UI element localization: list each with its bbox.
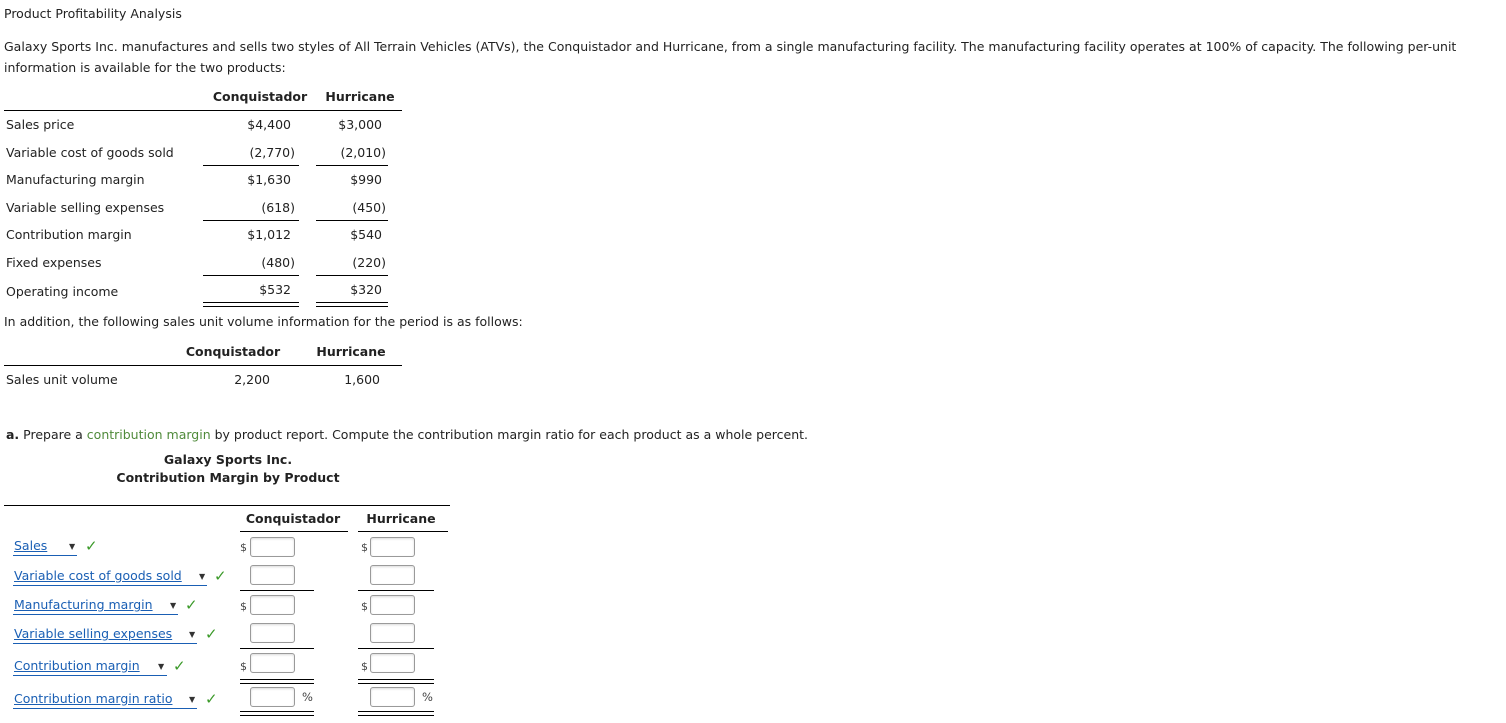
- table1-row-label: Variable selling expenses: [6, 200, 165, 215]
- subtotal-rule: [316, 165, 388, 166]
- table1-cell-hurricane: $540: [350, 227, 382, 242]
- caret-down-icon[interactable]: ▼: [158, 662, 165, 671]
- check-mark-icon: ✓: [205, 625, 218, 643]
- table1-cell-conquistador: $4,400: [247, 117, 291, 132]
- table2-row-label: Sales unit volume: [6, 372, 118, 387]
- subtotal-rule: [203, 275, 299, 276]
- caret-down-icon[interactable]: ▼: [199, 572, 206, 581]
- table1-col-hurricane: Hurricane: [325, 89, 395, 104]
- subtotal-rule: [240, 648, 314, 649]
- row-label-select-variable-cogs[interactable]: Variable cost of goods sold: [14, 568, 182, 583]
- table1-cell-conquistador: (480): [261, 255, 295, 270]
- report-header-rule: [240, 531, 348, 532]
- contribution-margin-input-hurricane[interactable]: [370, 653, 415, 673]
- table1-row-label: Sales price: [6, 117, 75, 132]
- report-company: Galaxy Sports Inc.: [163, 452, 293, 467]
- variable-selling-input-hurricane[interactable]: [370, 623, 415, 643]
- dollar-sign: $: [240, 541, 247, 554]
- report-col-conquistador: Conquistador: [245, 511, 341, 526]
- select-underline: [13, 643, 197, 644]
- table2-cell-conquistador: 2,200: [234, 372, 270, 387]
- subtotal-rule: [203, 165, 299, 166]
- report-heading: Contribution Margin by Product: [116, 470, 340, 485]
- sales-input-conquistador[interactable]: [250, 537, 295, 557]
- table1-cell-hurricane: (450): [352, 200, 386, 215]
- report-col-hurricane: Hurricane: [366, 511, 436, 526]
- table2-cell-hurricane: 1,600: [344, 372, 380, 387]
- total-double-rule: [203, 302, 299, 307]
- question-text: [6, 427, 808, 442]
- check-mark-icon: ✓: [185, 596, 198, 614]
- table1-cell-hurricane: (2,010): [340, 145, 386, 160]
- page-title: Product Profitability Analysis: [4, 6, 182, 21]
- select-underline: [13, 675, 167, 676]
- table1-row-label: Fixed expenses: [6, 255, 102, 270]
- check-mark-icon: ✓: [85, 537, 98, 555]
- caret-down-icon[interactable]: ▼: [189, 630, 196, 639]
- manufacturing-margin-input-hurricane[interactable]: [370, 595, 415, 615]
- subtotal-rule: [240, 590, 314, 591]
- table1-cell-hurricane: $990: [350, 172, 382, 187]
- sales-input-hurricane[interactable]: [370, 537, 415, 557]
- select-underline: [13, 585, 207, 586]
- select-underline: [13, 614, 178, 615]
- percent-sign: %: [302, 690, 313, 704]
- contribution-margin-input-conquistador[interactable]: [250, 653, 295, 673]
- question-prefix: a.: [6, 427, 20, 442]
- table1-cell-hurricane: (220): [352, 255, 386, 270]
- subtotal-rule: [316, 275, 388, 276]
- dollar-sign: $: [240, 600, 247, 613]
- subtotal-rule: [358, 648, 434, 649]
- table2-col-hurricane: Hurricane: [316, 344, 386, 359]
- dollar-sign: $: [361, 660, 368, 673]
- cm-ratio-input-conquistador[interactable]: [250, 687, 295, 707]
- table1-col-conquistador: Conquistador: [212, 89, 308, 104]
- dollar-sign: $: [361, 541, 368, 554]
- caret-down-icon[interactable]: ▼: [170, 601, 177, 610]
- row-label-select-contribution-margin[interactable]: Contribution margin: [14, 658, 140, 673]
- total-double-rule: [316, 302, 388, 307]
- total-double-rule: [240, 679, 314, 684]
- contribution-margin-link[interactable]: contribution margin: [86, 427, 211, 442]
- total-double-rule: [358, 679, 434, 684]
- intro-text: Galaxy Sports Inc. manufactures and sells two styles of All Terrain Vehicles (ATVs), the Conquistador and Hurricane, from a single manufacturing facility. The manufacturing facility operates at 100% of capacity. The following per-unit information is available for the two products:: [4, 39, 1457, 75]
- caret-down-icon[interactable]: ▼: [189, 695, 196, 704]
- row-label-select-sales[interactable]: Sales: [14, 538, 48, 553]
- addition-text: In addition, the following sales unit volume information for the period is as follows:: [4, 314, 523, 329]
- select-underline: [13, 708, 197, 709]
- table1-cell-conquistador: $1,012: [247, 227, 291, 242]
- subtotal-rule: [358, 590, 434, 591]
- variable-cogs-input-conquistador[interactable]: [250, 565, 295, 585]
- table1-cell-hurricane: $3,000: [338, 117, 382, 132]
- check-mark-icon: ✓: [214, 567, 227, 585]
- total-double-rule: [358, 711, 434, 716]
- percent-sign: %: [422, 690, 433, 704]
- table1-row-label: Contribution margin: [6, 227, 132, 242]
- row-label-select-manufacturing-margin[interactable]: Manufacturing margin: [14, 597, 153, 612]
- row-label-select-variable-selling-expenses[interactable]: Variable selling expenses: [14, 626, 173, 641]
- variable-cogs-input-hurricane[interactable]: [370, 565, 415, 585]
- table1-cell-conquistador: (618): [261, 200, 295, 215]
- table1-cell-conquistador: $532: [259, 282, 291, 297]
- manufacturing-margin-input-conquistador[interactable]: [250, 595, 295, 615]
- report-top-rule: [4, 505, 450, 506]
- table1-cell-hurricane: $320: [350, 282, 382, 297]
- question-after-link: by product report. Compute the contribution margin ratio for each product as a whole percent.: [210, 427, 809, 442]
- subtotal-rule: [203, 220, 299, 221]
- select-underline: [13, 555, 77, 556]
- dollar-sign: $: [240, 660, 247, 673]
- row-label-select-contribution-margin-ratio[interactable]: Contribution margin ratio: [14, 691, 173, 706]
- table1-cell-conquistador: (2,770): [249, 145, 295, 160]
- table1-row-label: Manufacturing margin: [6, 172, 145, 187]
- dollar-sign: $: [361, 600, 368, 613]
- question-before-link: Prepare a: [19, 427, 87, 442]
- check-mark-icon: ✓: [205, 690, 218, 708]
- table2-top-rule: [4, 365, 402, 366]
- table1-top-rule: [4, 110, 402, 111]
- check-mark-icon: ✓: [173, 657, 186, 675]
- subtotal-rule: [316, 220, 388, 221]
- table1-cell-conquistador: $1,630: [247, 172, 291, 187]
- caret-down-icon[interactable]: ▼: [69, 542, 76, 551]
- report-header-rule: [358, 531, 448, 532]
- cm-ratio-input-hurricane[interactable]: [370, 687, 415, 707]
- variable-selling-input-conquistador[interactable]: [250, 623, 295, 643]
- total-double-rule: [240, 711, 314, 716]
- table2-col-conquistador: Conquistador: [185, 344, 281, 359]
- table1-row-label: Operating income: [6, 284, 119, 299]
- table1-row-label: Variable cost of goods sold: [6, 145, 174, 160]
